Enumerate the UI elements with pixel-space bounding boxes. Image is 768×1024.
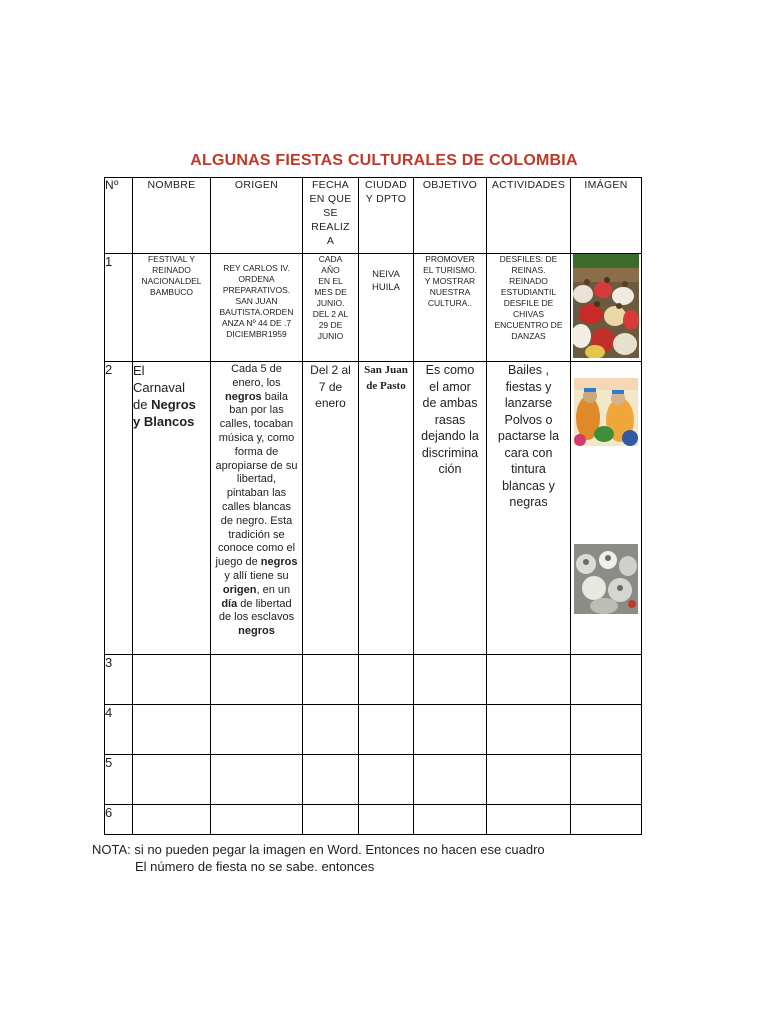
- header-ciudad: [359, 178, 414, 254]
- header-ciudad-line: Y DPTO: [365, 193, 407, 205]
- text-line: lanzarse: [504, 396, 553, 410]
- table-header-row: [105, 178, 642, 254]
- text-line: PROMOVER: [425, 254, 475, 264]
- text-line: DICIEMBR1959: [226, 329, 287, 339]
- header-fecha: [303, 178, 359, 254]
- table-row: [105, 655, 642, 705]
- empty-cell: [571, 705, 642, 755]
- table-row: [105, 362, 642, 655]
- text-line: HUILA: [372, 282, 400, 293]
- text-line: Y MOSTRAR: [424, 276, 476, 286]
- empty-cell: [133, 655, 211, 705]
- text-line: 29 DE: [318, 320, 343, 330]
- carnaval-white-powder-photo: [574, 544, 638, 614]
- text-line: Del 2 al: [310, 363, 351, 377]
- text-line: el amor: [429, 379, 471, 394]
- text-span: de libertad de los esclavos: [218, 597, 295, 624]
- page-title: ALGUNAS FIESTAS CULTURALES DE COLOMBIA: [190, 152, 578, 169]
- empty-cell: [303, 805, 359, 835]
- header-fecha-line: A: [326, 235, 335, 247]
- text-line: de ambas: [422, 396, 478, 410]
- text-line: DANZAS: [511, 331, 546, 341]
- text-line: ORDENA: [238, 274, 275, 284]
- text-line: DESFILES: DE: [499, 254, 558, 264]
- empty-cell: [303, 655, 359, 705]
- empty-cell: [487, 655, 571, 705]
- text-span: , en un: [256, 583, 291, 596]
- row-num: 5: [105, 755, 133, 805]
- empty-cell: [303, 705, 359, 755]
- text-line: discrimina: [421, 445, 479, 460]
- text-line: cara con: [504, 445, 553, 460]
- empty-cell: [487, 755, 571, 805]
- bold-span: negros: [225, 390, 262, 403]
- row-num: 4: [105, 705, 133, 755]
- empty-cell: [414, 705, 487, 755]
- text-line: CADA: [318, 254, 343, 264]
- text-line: [133, 413, 210, 430]
- footnote: [92, 841, 545, 875]
- text-line: BAUTISTA.ORDEN: [219, 307, 294, 317]
- header-fecha-line: EN QUE: [309, 193, 352, 205]
- empty-cell: [211, 755, 303, 805]
- bold-span: origen: [222, 583, 257, 596]
- text-line: ANZA Nº 44 DE .7: [221, 318, 292, 328]
- text-line: REY CARLOS IV.: [223, 263, 290, 273]
- empty-cell: [414, 755, 487, 805]
- text-line: JUNIO.: [316, 298, 345, 308]
- bold-span: negros: [260, 556, 298, 569]
- text-line: EL TURISMO.: [423, 265, 477, 275]
- text-line: Bailes ,: [508, 363, 549, 377]
- text-line: tintura: [511, 462, 546, 476]
- text-line: DEL 2 AL: [312, 309, 349, 319]
- text-span: Cada 5 de enero, los: [231, 363, 282, 389]
- row-num: 2: [105, 362, 133, 655]
- text-line: negras: [509, 495, 548, 509]
- table-row: [105, 755, 642, 805]
- text-span: baila ban por las calles, tocaban música y, como forma de apropiarse de su libertad, pintaban las calles blancas de negro. Esta tradición se conoce como el juego de: [215, 390, 298, 569]
- text-line: 7 de: [318, 379, 343, 394]
- row2-objetivo: [414, 362, 487, 655]
- text-line: MES DE: [314, 287, 347, 297]
- text-line: ESTUDIANTIL: [500, 287, 557, 297]
- row-num: 6: [105, 805, 133, 835]
- text-line: [133, 396, 210, 413]
- text-line: Es como: [425, 363, 475, 377]
- empty-cell: [487, 705, 571, 755]
- text-span: y allí tiene su: [224, 569, 289, 582]
- table-row: [105, 254, 642, 362]
- empty-cell: [303, 755, 359, 805]
- empty-cell: [571, 755, 642, 805]
- text-line: FESTIVAL Y: [147, 254, 196, 264]
- empty-cell: [359, 755, 414, 805]
- header-fecha-line: FECHA: [311, 179, 350, 191]
- header-num: Nº: [105, 178, 133, 254]
- row1-ciudad: [359, 254, 414, 362]
- footnote-line: NOTA: si no pueden pegar la imagen en Word. Entonces no hacen ese cuadro: [92, 842, 545, 857]
- header-ciudad-line: CIUDAD: [364, 179, 408, 191]
- empty-cell: [211, 655, 303, 705]
- empty-cell: [359, 705, 414, 755]
- row2-actividades: [487, 362, 571, 655]
- text-line: El: [133, 363, 145, 378]
- row-num: 3: [105, 655, 133, 705]
- empty-cell: [487, 805, 571, 835]
- text-line: CHIVAS: [512, 309, 545, 319]
- row2-fecha: [303, 362, 359, 655]
- text-line: DESFILE DE: [503, 298, 554, 308]
- row1-nombre: [133, 254, 211, 362]
- text-line: NACIONALDEL: [141, 276, 202, 286]
- row1-actividades: [487, 254, 571, 362]
- header-origen: ORIGEN: [211, 178, 303, 254]
- bold-span: Negros: [151, 397, 196, 412]
- row-num: 1: [105, 254, 133, 362]
- empty-cell: [571, 655, 642, 705]
- header-actividades: ACTIVIDADES: [487, 178, 571, 254]
- table-row: [105, 805, 642, 835]
- empty-cell: [359, 655, 414, 705]
- header-fecha-line: SE: [323, 207, 338, 219]
- empty-cell: [359, 805, 414, 835]
- header-fecha-line: REALIZ: [311, 221, 350, 233]
- empty-cell: [414, 655, 487, 705]
- empty-cell: [211, 805, 303, 835]
- bold-span: y Blancos: [133, 414, 195, 429]
- row1-imagen: [571, 254, 642, 362]
- text-line: REINAS.: [511, 265, 546, 275]
- text-line: BAMBUCO: [150, 287, 193, 297]
- text-line: enero: [315, 396, 346, 410]
- carnaval-dancers-photo: [574, 378, 638, 446]
- text-span: de: [133, 397, 152, 412]
- empty-cell: [414, 805, 487, 835]
- row2-ciudad: [359, 362, 414, 655]
- text-line: de Pasto: [366, 380, 406, 392]
- text-line: AÑO: [321, 265, 340, 275]
- header-nombre: NOMBRE: [133, 178, 211, 254]
- text-line: PREPARATIVOS.: [222, 285, 291, 295]
- text-line: NEIVA: [372, 269, 400, 280]
- text-line: CULTURA..: [427, 298, 473, 308]
- footnote-line: El número de fiesta no se sabe. entonces: [135, 859, 375, 874]
- text-line: rasas: [434, 412, 466, 427]
- text-line: Carnaval: [133, 380, 186, 395]
- header-objetivo: OBJETIVO: [414, 178, 487, 254]
- text-line: dejando la: [421, 429, 479, 443]
- text-line: SAN JUAN: [235, 296, 278, 306]
- text-line: NUESTRA: [429, 287, 471, 297]
- row2-origen: [211, 362, 303, 655]
- text-line: pactarse la: [497, 429, 560, 443]
- empty-cell: [133, 755, 211, 805]
- text-line: EN EL: [318, 276, 343, 286]
- text-line: ENCUENTRO DE: [494, 320, 563, 330]
- empty-cell: [571, 805, 642, 835]
- text-line: San Juan: [364, 364, 408, 376]
- bold-span: día: [221, 597, 238, 610]
- row1-origen: [211, 254, 303, 362]
- text-line: Polvos o: [504, 412, 553, 427]
- table-row: [105, 705, 642, 755]
- text-line: REINADO: [509, 276, 548, 286]
- bold-span: negros: [238, 625, 275, 638]
- header-imagen: IMÁGEN: [571, 178, 642, 254]
- text-line: blancas y: [502, 478, 555, 493]
- row1-objetivo: [414, 254, 487, 362]
- festivals-table: [104, 177, 642, 835]
- empty-cell: [133, 705, 211, 755]
- text-line: REINADO: [152, 265, 191, 275]
- row2-imagen: [571, 362, 642, 655]
- bambuco-festival-photo: [573, 254, 639, 358]
- empty-cell: [211, 705, 303, 755]
- row2-nombre: [133, 362, 211, 655]
- text-line: ción: [438, 462, 462, 476]
- empty-cell: [133, 805, 211, 835]
- text-line: JUNIO: [317, 331, 344, 341]
- row1-fecha: [303, 254, 359, 362]
- text-line: fiestas y: [505, 379, 552, 394]
